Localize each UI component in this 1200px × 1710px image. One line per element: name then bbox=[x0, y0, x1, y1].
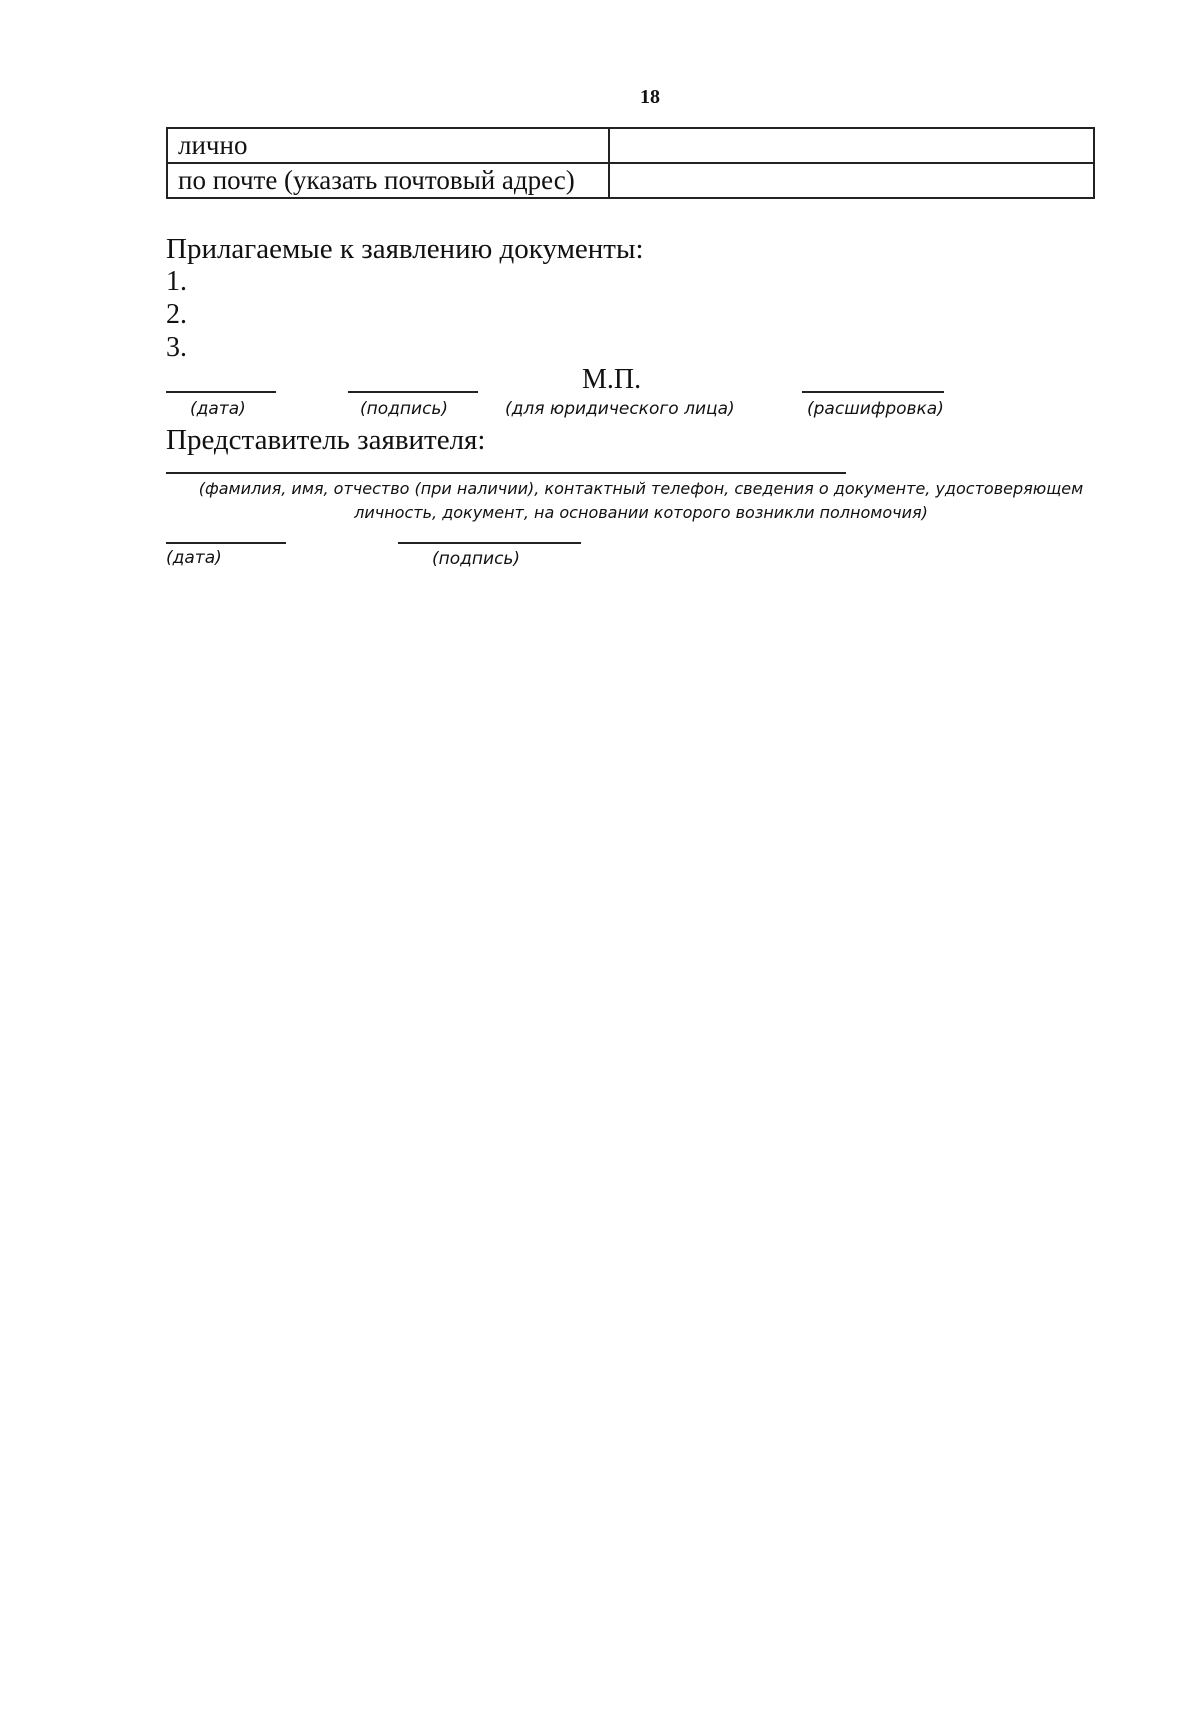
table-cell-label: по почте (указать почтовый адрес) bbox=[167, 163, 609, 198]
table-cell-value[interactable] bbox=[609, 128, 1094, 163]
date-caption: (дата) bbox=[190, 399, 246, 419]
representative-details-line[interactable] bbox=[166, 472, 846, 474]
caption-line: (фамилия, имя, отчество (при наличии), контактный телефон, сведения о документе, удостоверяющем bbox=[198, 479, 1084, 498]
representative-signature-line[interactable] bbox=[398, 542, 581, 544]
table-cell-value[interactable] bbox=[609, 163, 1094, 198]
representative-date-caption: (дата) bbox=[166, 548, 222, 568]
decoding-line[interactable] bbox=[802, 391, 944, 393]
delivery-method-table bbox=[166, 127, 1095, 199]
decoding-caption: (расшифровка) bbox=[807, 399, 944, 419]
signature-line[interactable] bbox=[348, 391, 478, 393]
stamp-mark: М.П. bbox=[582, 364, 642, 395]
representative-signature-caption: (подпись) bbox=[432, 549, 521, 569]
table-row bbox=[167, 128, 1094, 163]
table-row bbox=[167, 163, 1094, 198]
caption-line: личность, документ, на основании которого возникли полномочия) bbox=[354, 503, 928, 522]
representative-details-caption bbox=[166, 477, 1116, 525]
representative-heading: Представитель заявителя: bbox=[166, 424, 486, 456]
list-item: 3. bbox=[166, 332, 187, 363]
signature-caption: (подпись) bbox=[360, 399, 449, 419]
representative-date-line[interactable] bbox=[166, 542, 286, 544]
list-item: 2. bbox=[166, 299, 187, 330]
legal-entity-caption: (для юридического лица) bbox=[505, 399, 735, 419]
list-item: 1. bbox=[166, 266, 187, 297]
date-line[interactable] bbox=[166, 391, 276, 393]
attached-documents-heading: Прилагаемые к заявлению документы: bbox=[166, 233, 644, 265]
page-number: 18 bbox=[640, 86, 660, 108]
table-cell-label: лично bbox=[167, 128, 609, 163]
